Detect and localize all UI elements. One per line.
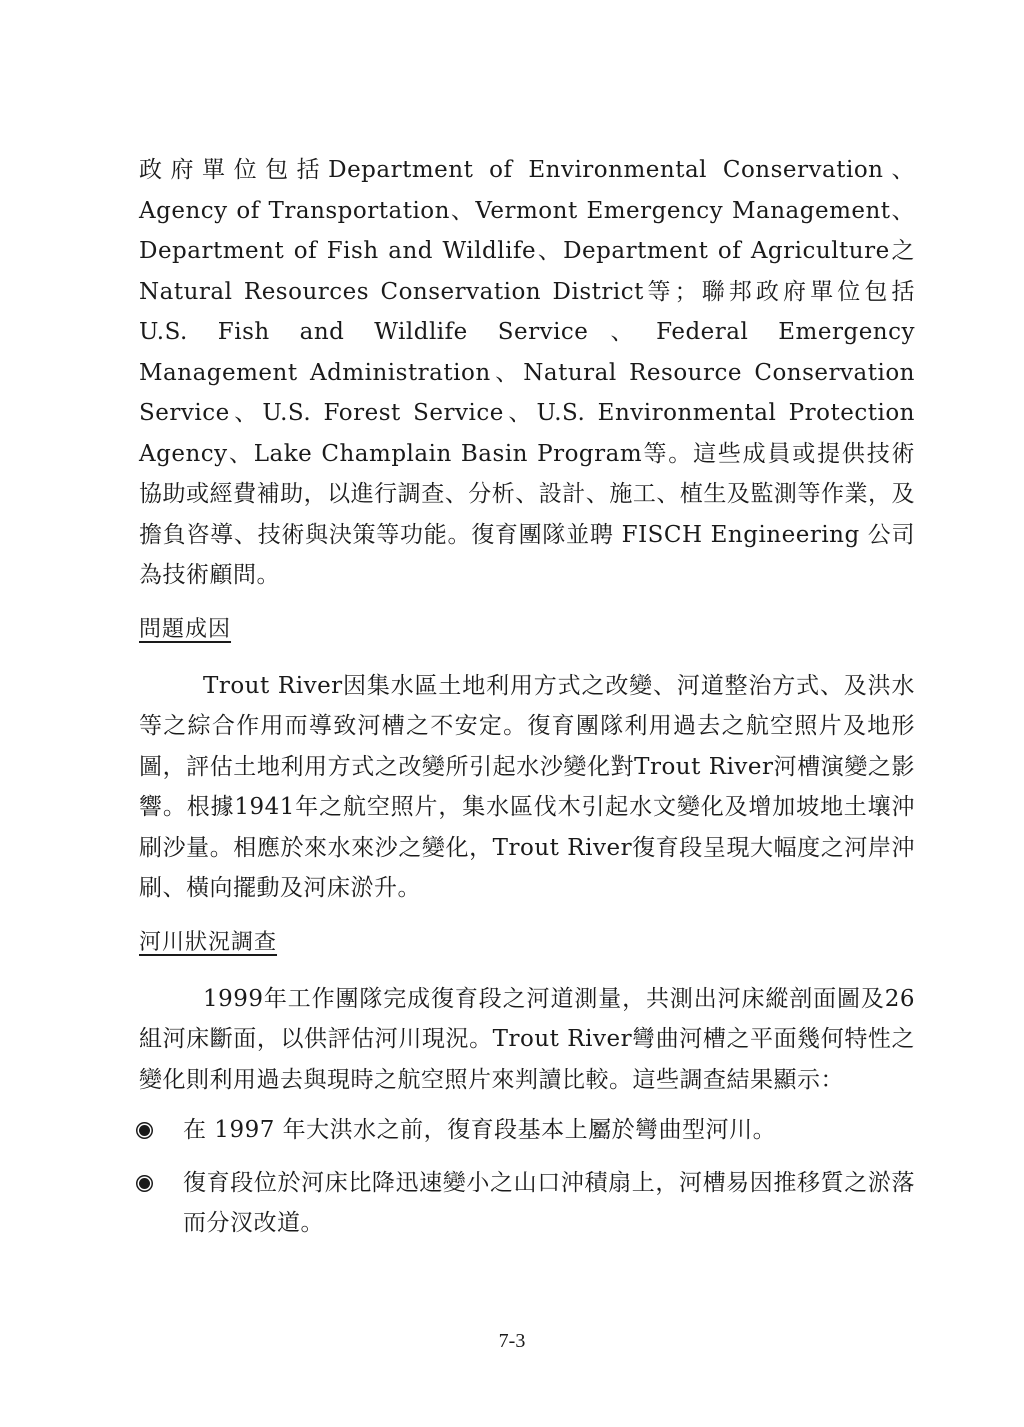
- section-heading-causes: 問題成因: [139, 616, 232, 642]
- paragraph-causes: Trout River因集水區土地利用方式之改變、河道整治方式、及洪水等之綜合作用而導致河槽之不安定。復育團隊利用過去之航空照片及地形圖，評估土地利用方式之改變所引起水沙變化對Trout River河槽演變之影響。根據1941年之航空照片，集水區伐木引起水文變化及增加坡地土壤沖刷沙量。相應於來水來沙之變化，Trout River復育段呈現大幅度之河岸沖刷、橫向擺動及河床淤升。: [139, 672, 915, 901]
- list-item: [139, 1110, 915, 1151]
- paragraph-survey: 1999年工作團隊完成復育段之河道測量，共測出河床縱剖面圖及26組河床斷面，以供評估河川現況。Trout River彎曲河槽之平面幾何特性之變化則利用過去與現時之航空照片來判讀比較。這些調查結果顯示：: [139, 985, 915, 1093]
- bullet-icon: [139, 1125, 150, 1136]
- page-number: 7-3: [498, 1330, 526, 1352]
- section-heading-survey: 河川狀況調查: [139, 929, 278, 955]
- list-item-text: 復育段位於河床比降迅速變小之山口沖積扇上，河槽易因推移質之淤落而分汊改道。: [183, 1169, 915, 1236]
- paragraph-agencies: 政府單位包括Department of Environmental Conservation、Agency of Transportation、Vermont Emergency Management、 Department of Fish and Wildlife、Department of Agriculture之Natural Resources Conservation District等；聯邦政府單位包括U.S. Fish and Wildlife Service、Federal Emergency Management Administration、Natural Resource Conservation Service、U.S. Forest Service、U.S. Environmental Protection Agency、Lake Champlain Basin Program等。這些成員或提供技術協助或經費補助，以進行調查、分析、設計、施工、植生及監測等作業，及擔負咨導、技術與決策等功能。復育團隊並聘 FISCH Engineering 公司為技術顧問。: [139, 157, 915, 588]
- findings-list: [139, 1110, 915, 1244]
- list-item: [139, 1163, 915, 1244]
- list-item-text: 在 1997 年大洪水之前，復育段基本上屬於彎曲型河川。: [183, 1117, 777, 1143]
- page-body: [139, 150, 915, 1256]
- bullet-icon: [139, 1178, 150, 1189]
